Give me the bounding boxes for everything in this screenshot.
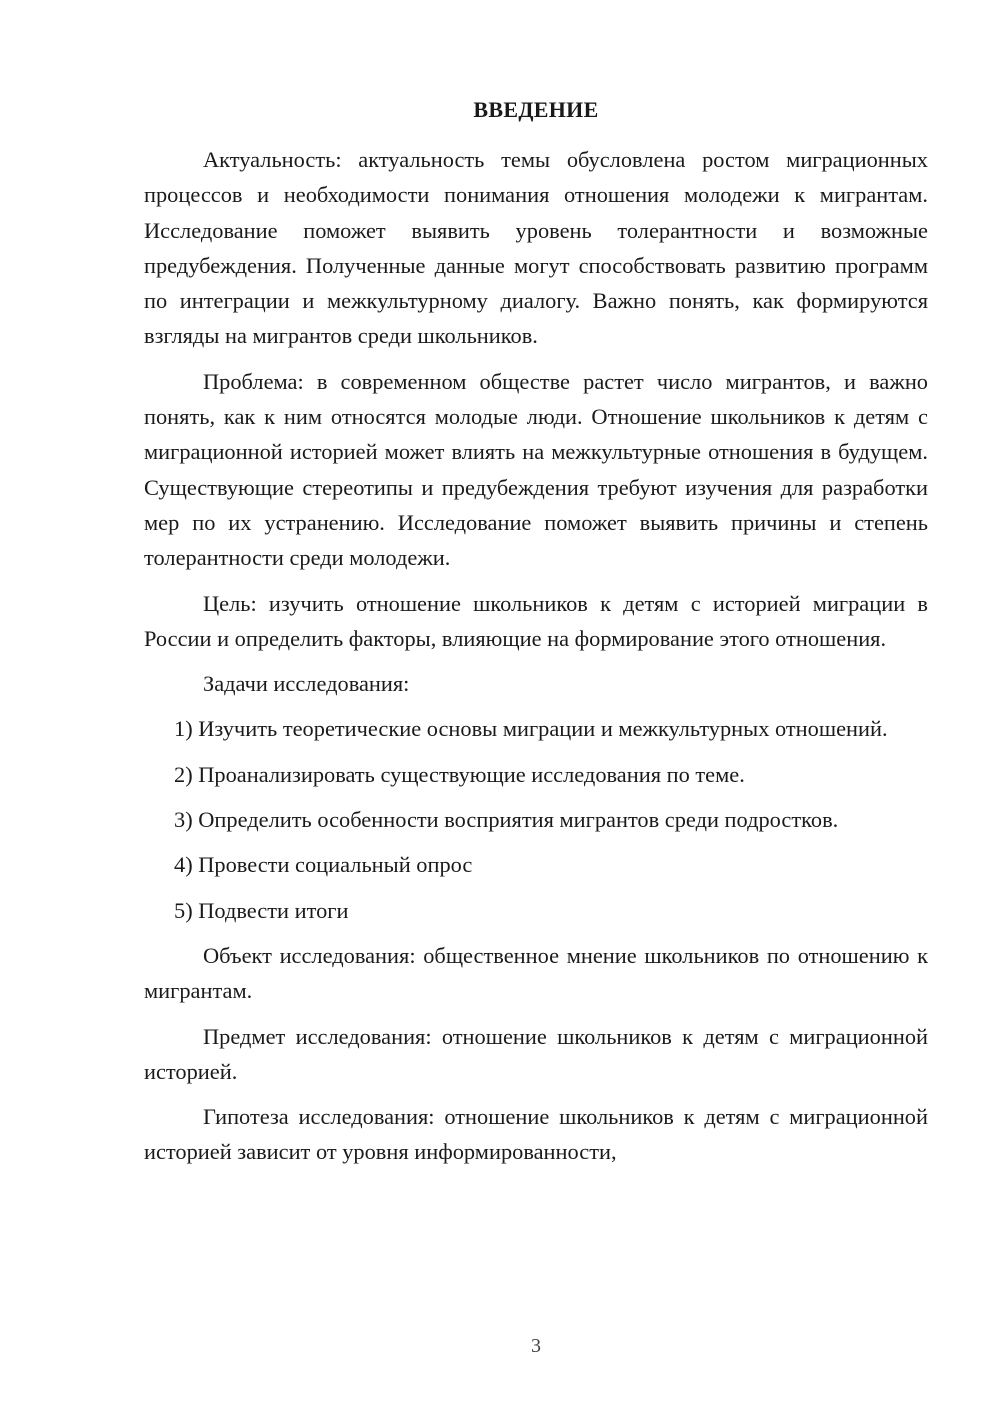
task-item: 2) Проанализировать существующие исследования по теме. [174,761,745,787]
paragraph-tasks-title: Задачи исследования: [203,671,410,697]
task-item: 5) Подвести итоги [174,897,349,923]
paragraph-goal: Цель: изучить отношение школьников к детям с историей миграции в России и определить факторы, влияющие на формирование этого отношения. [144,590,928,651]
section-heading: ВВЕДЕНИЕ [473,97,599,122]
paragraph-hypothesis: Гипотеза исследования: отношение школьников к детям с миграционной историей зависит от уровня информированности, [144,1104,928,1165]
paragraph-object: Объект исследования: общественное мнение школьников по отношению к мигрантам. [144,942,928,1004]
document-body [144,142,928,1170]
page-number: 3 [531,1335,541,1357]
paragraph-subject: Предмет исследования: отношение школьников к детям с миграционной историей. [144,1023,928,1084]
task-item: 4) Провести социальный опрос [174,852,473,878]
task-item: 1) Изучить теоретические основы миграции и межкультурных отношений. [174,716,888,742]
paragraph-relevance: Актуальность: актуальность темы обусловлена ростом миграционных процессов и необходимости понимания отношения молодежи к мигрантам. Исследование поможет выявить уровень толерантности и возможные предубеждения. Полученные данные могут способствовать развитию программ по интеграции и межкультурному диалогу. Важно понять, как формируются взгляды на мигрантов среди школьников. [144,147,928,349]
task-item: 3) Определить особенности восприятия мигрантов среди подростков. [174,807,839,833]
paragraph-problem: Проблема: в современном обществе растет число мигрантов, и важно понять, как к ним относятся молодые люди. Отношение школьников к детям с миграционной историей может влиять на межкультурные отношения в будущем. Существующие стереотипы и предубеждения требуют изучения для разработки мер по их устранению. Исследование поможет выявить причины и степень толерантности среди молодежи. [144,368,928,571]
